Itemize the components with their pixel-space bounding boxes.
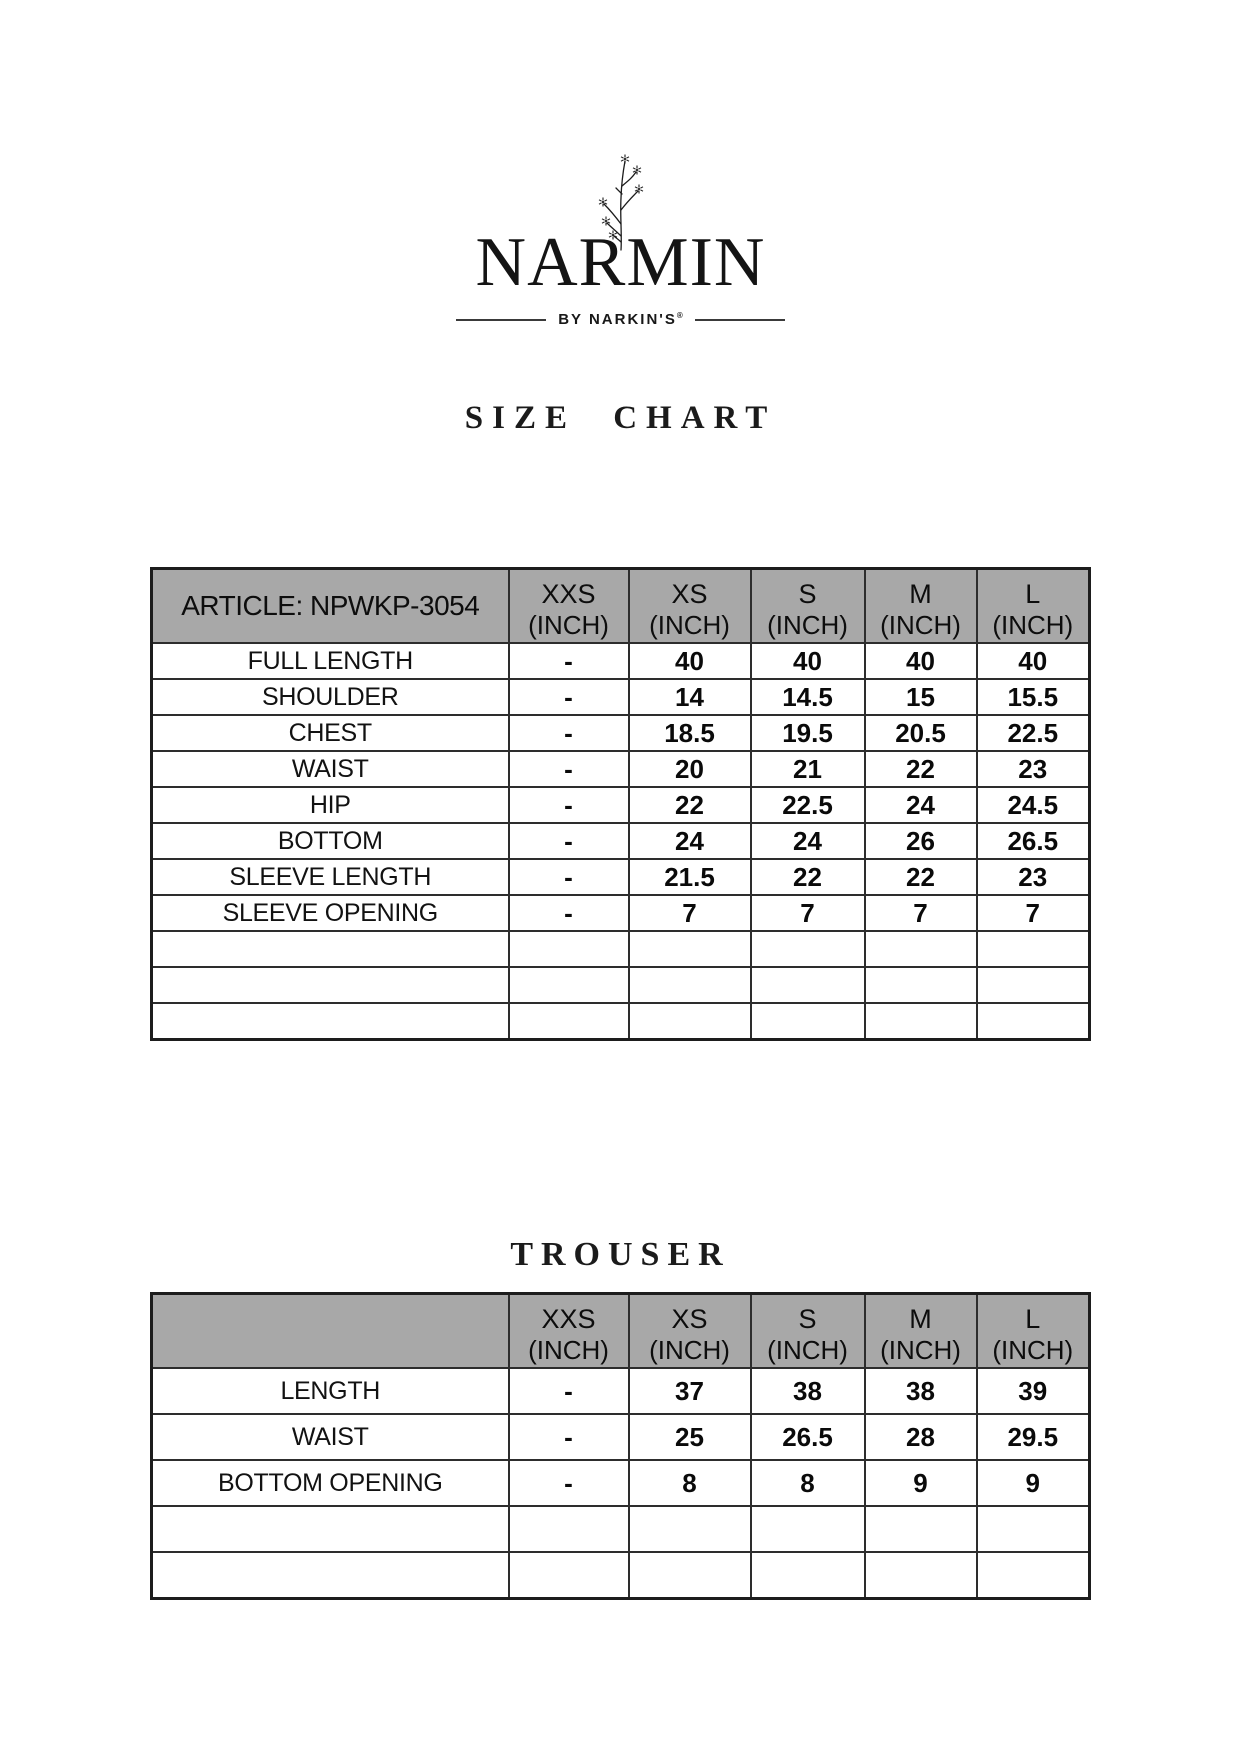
unit-label: (INCH) [767, 1334, 848, 1365]
table-row [152, 715, 1090, 751]
measurement-value-cell: - [509, 823, 629, 859]
measurement-value-cell: 23 [977, 751, 1090, 787]
measurement-value-cell [751, 1552, 865, 1599]
measurement-value-cell [865, 1506, 977, 1552]
trouser-title: TROUSER [510, 1236, 731, 1273]
table-row [152, 967, 1090, 1003]
table-row [152, 1368, 1090, 1414]
measurement-label-cell [152, 931, 509, 967]
measurement-value-cell: 9 [977, 1460, 1090, 1506]
measurement-value-cell: 24 [865, 787, 977, 823]
tagline-left-rule [456, 319, 546, 321]
table-row [152, 751, 1090, 787]
measurement-value-cell [977, 1506, 1090, 1552]
measurement-value-cell: - [509, 1414, 629, 1460]
measurement-value-cell: 7 [629, 895, 751, 931]
measurement-label-cell: LENGTH [152, 1368, 509, 1414]
measurement-value-cell: - [509, 679, 629, 715]
measurement-value-cell: - [509, 751, 629, 787]
table-row [152, 1003, 1090, 1040]
size-chart-table [150, 567, 1091, 1041]
table-row [152, 895, 1090, 931]
measurement-value-cell: - [509, 787, 629, 823]
measurement-value-cell: 23 [977, 859, 1090, 895]
measurement-value-cell: 37 [629, 1368, 751, 1414]
measurement-value-cell [751, 967, 865, 1003]
tagline-text [558, 311, 683, 328]
measurement-label-cell: BOTTOM OPENING [152, 1460, 509, 1506]
measurement-value-cell: 22 [865, 859, 977, 895]
measurement-value-cell [977, 931, 1090, 967]
measurement-value-cell: 26.5 [751, 1414, 865, 1460]
measurement-value-cell: 40 [751, 643, 865, 679]
measurement-value-cell: 21 [751, 751, 865, 787]
tagline-label: BY NARKIN'S [558, 311, 677, 328]
table-row [152, 643, 1090, 679]
measurement-value-cell: 38 [865, 1368, 977, 1414]
measurement-value-cell: 19.5 [751, 715, 865, 751]
measurement-value-cell: 24 [751, 823, 865, 859]
brand-tagline [0, 311, 1241, 328]
measurement-value-cell [865, 1552, 977, 1599]
size-column-header [751, 1294, 865, 1369]
measurement-value-cell [509, 1506, 629, 1552]
unit-label: (INCH) [880, 609, 961, 640]
measurement-label-cell: WAIST [152, 751, 509, 787]
measurement-value-cell [751, 931, 865, 967]
measurement-value-cell [977, 1003, 1090, 1040]
unit-label: (INCH) [528, 609, 609, 640]
measurement-value-cell: 26 [865, 823, 977, 859]
measurement-value-cell: 26.5 [977, 823, 1090, 859]
unit-label: (INCH) [992, 1334, 1074, 1365]
measurement-value-cell: 22.5 [977, 715, 1090, 751]
measurement-value-cell [629, 1003, 751, 1040]
measurement-value-cell: 7 [751, 895, 865, 931]
unit-label: (INCH) [528, 1334, 609, 1365]
trouser-chart-header [152, 1294, 1090, 1369]
brand-name: NARMIN [475, 224, 766, 301]
size-chart-header [152, 569, 1090, 644]
measurement-label-cell [152, 1506, 509, 1552]
size-label: M [909, 1303, 932, 1334]
table-row [152, 823, 1090, 859]
table-row [152, 787, 1090, 823]
article-header-cell [152, 1294, 509, 1369]
measurement-value-cell [629, 1552, 751, 1599]
size-column-header [629, 569, 751, 644]
size-label: XS [671, 578, 708, 609]
trouser-chart-table [150, 1292, 1091, 1600]
measurement-value-cell: 7 [865, 895, 977, 931]
unit-label: (INCH) [992, 609, 1074, 640]
article-header-cell: ARTICLE: NPWKP-3054 [152, 569, 509, 644]
measurement-value-cell: 22 [629, 787, 751, 823]
measurement-value-cell [865, 1003, 977, 1040]
header-row [152, 569, 1090, 644]
measurement-label-cell: FULL LENGTH [152, 643, 509, 679]
measurement-label-cell: CHEST [152, 715, 509, 751]
unit-label: (INCH) [880, 1334, 961, 1365]
measurement-label-cell [152, 1003, 509, 1040]
table-row [152, 1460, 1090, 1506]
table-row [152, 1414, 1090, 1460]
measurement-value-cell: 7 [977, 895, 1090, 931]
measurement-value-cell: 8 [629, 1460, 751, 1506]
tagline-right-rule [695, 319, 785, 321]
measurement-value-cell: 18.5 [629, 715, 751, 751]
size-label: L [1025, 578, 1041, 609]
size-column-header [977, 569, 1090, 644]
measurement-value-cell [509, 1003, 629, 1040]
measurement-value-cell: - [509, 859, 629, 895]
measurement-value-cell [629, 967, 751, 1003]
measurement-value-cell: 22 [751, 859, 865, 895]
measurement-value-cell [509, 931, 629, 967]
measurement-label-cell: SLEEVE LENGTH [152, 859, 509, 895]
measurement-value-cell: 40 [865, 643, 977, 679]
size-label: XXS [541, 578, 596, 609]
measurement-value-cell: 40 [629, 643, 751, 679]
measurement-value-cell: 28 [865, 1414, 977, 1460]
table-row [152, 859, 1090, 895]
size-label: XXS [541, 1303, 596, 1334]
measurement-value-cell: 20.5 [865, 715, 977, 751]
size-column-header [865, 569, 977, 644]
measurement-value-cell [629, 1506, 751, 1552]
unit-label: (INCH) [649, 609, 730, 640]
measurement-value-cell: 15 [865, 679, 977, 715]
measurement-label-cell: SLEEVE OPENING [152, 895, 509, 931]
size-column-header [509, 1294, 629, 1369]
measurement-value-cell: 24.5 [977, 787, 1090, 823]
registered-mark: ® [676, 311, 683, 320]
measurement-value-cell: 25 [629, 1414, 751, 1460]
measurement-label-cell [152, 1552, 509, 1599]
size-chart-body [152, 643, 1090, 1040]
measurement-value-cell: 21.5 [629, 859, 751, 895]
measurement-value-cell [751, 1506, 865, 1552]
measurement-label-cell: SHOULDER [152, 679, 509, 715]
measurement-value-cell: - [509, 895, 629, 931]
measurement-label-cell: HIP [152, 787, 509, 823]
size-column-header [977, 1294, 1090, 1369]
measurement-value-cell: 22.5 [751, 787, 865, 823]
measurement-value-cell: 14 [629, 679, 751, 715]
size-column-header [751, 569, 865, 644]
measurement-value-cell: 15.5 [977, 679, 1090, 715]
measurement-value-cell: 9 [865, 1460, 977, 1506]
size-chart-title: SIZE CHART [464, 400, 777, 436]
measurement-value-cell [977, 1552, 1090, 1599]
table-row [152, 1506, 1090, 1552]
measurement-value-cell: 40 [977, 643, 1090, 679]
size-label: S [798, 578, 817, 609]
measurement-value-cell: 8 [751, 1460, 865, 1506]
measurement-value-cell [509, 967, 629, 1003]
measurement-value-cell: 38 [751, 1368, 865, 1414]
measurement-label-cell: BOTTOM [152, 823, 509, 859]
unit-label: (INCH) [767, 609, 848, 640]
measurement-value-cell [751, 1003, 865, 1040]
unit-label: (INCH) [649, 1334, 730, 1365]
size-label: S [798, 1303, 817, 1334]
measurement-label-cell [152, 967, 509, 1003]
measurement-value-cell [629, 931, 751, 967]
header-row [152, 1294, 1090, 1369]
measurement-value-cell [865, 931, 977, 967]
table-row [152, 1552, 1090, 1599]
trouser-chart-body [152, 1368, 1090, 1599]
measurement-value-cell: 24 [629, 823, 751, 859]
size-label: L [1025, 1303, 1041, 1334]
size-column-header [509, 569, 629, 644]
measurement-value-cell [865, 967, 977, 1003]
measurement-value-cell: - [509, 715, 629, 751]
measurement-value-cell: - [509, 1460, 629, 1506]
measurement-value-cell: 39 [977, 1368, 1090, 1414]
measurement-value-cell [977, 967, 1090, 1003]
measurement-value-cell: 29.5 [977, 1414, 1090, 1460]
measurement-value-cell: - [509, 643, 629, 679]
size-label: XS [671, 1303, 708, 1334]
table-row [152, 679, 1090, 715]
measurement-value-cell: 20 [629, 751, 751, 787]
measurement-value-cell: 22 [865, 751, 977, 787]
measurement-value-cell: 14.5 [751, 679, 865, 715]
size-column-header [865, 1294, 977, 1369]
measurement-label-cell: WAIST [152, 1414, 509, 1460]
table-row [152, 931, 1090, 967]
size-column-header [629, 1294, 751, 1369]
measurement-value-cell: - [509, 1368, 629, 1414]
size-label: M [909, 578, 932, 609]
measurement-value-cell [509, 1552, 629, 1599]
